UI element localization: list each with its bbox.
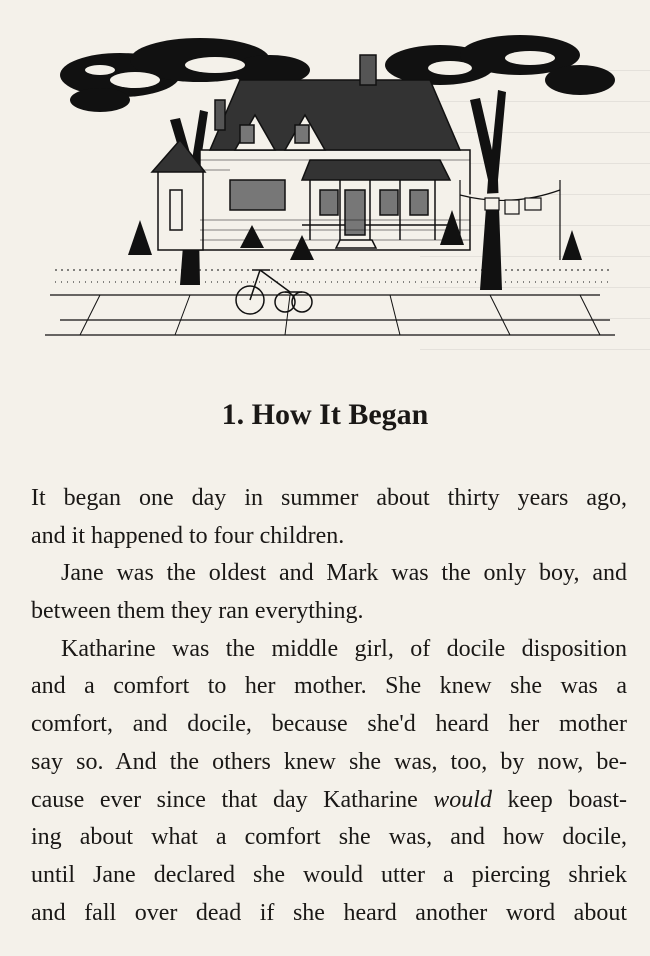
text-line: ing about what a comfort she was, and how docile, [31,824,627,851]
house-with-trees-illustration-icon [40,30,620,350]
text-line: It began one day in summer about thirty years ago, [31,485,627,511]
text-line: Katharine was the middle girl, of docile disposition [61,635,627,662]
text-line: and a comfort to her mother. She knew she was a [31,673,627,700]
text-line: until Jane declared she would utter a piercing shriek [31,861,627,888]
text-line [31,782,627,820]
text-line: and fall over dead if she heard another word about [31,899,627,926]
text-line: comfort, and docile, because she'd heard her mother [31,711,627,738]
running-head-showthrough [0,0,650,22]
text-line: between them they ran everything. [31,598,364,625]
chapter-title: 1. How It Began [221,398,429,431]
emphasis-text: would [433,786,492,813]
text-line: say so. And the others knew she was, too, by now, be- [31,748,627,775]
text-fragment: cause ever since that day Katharine [31,786,434,813]
text-line: Jane was the oldest and Mark was the only boy, and [61,560,627,587]
text-fragment: keep boast- [491,786,627,813]
body-text [31,480,627,932]
text-line: and it happened to four children. [31,522,345,549]
